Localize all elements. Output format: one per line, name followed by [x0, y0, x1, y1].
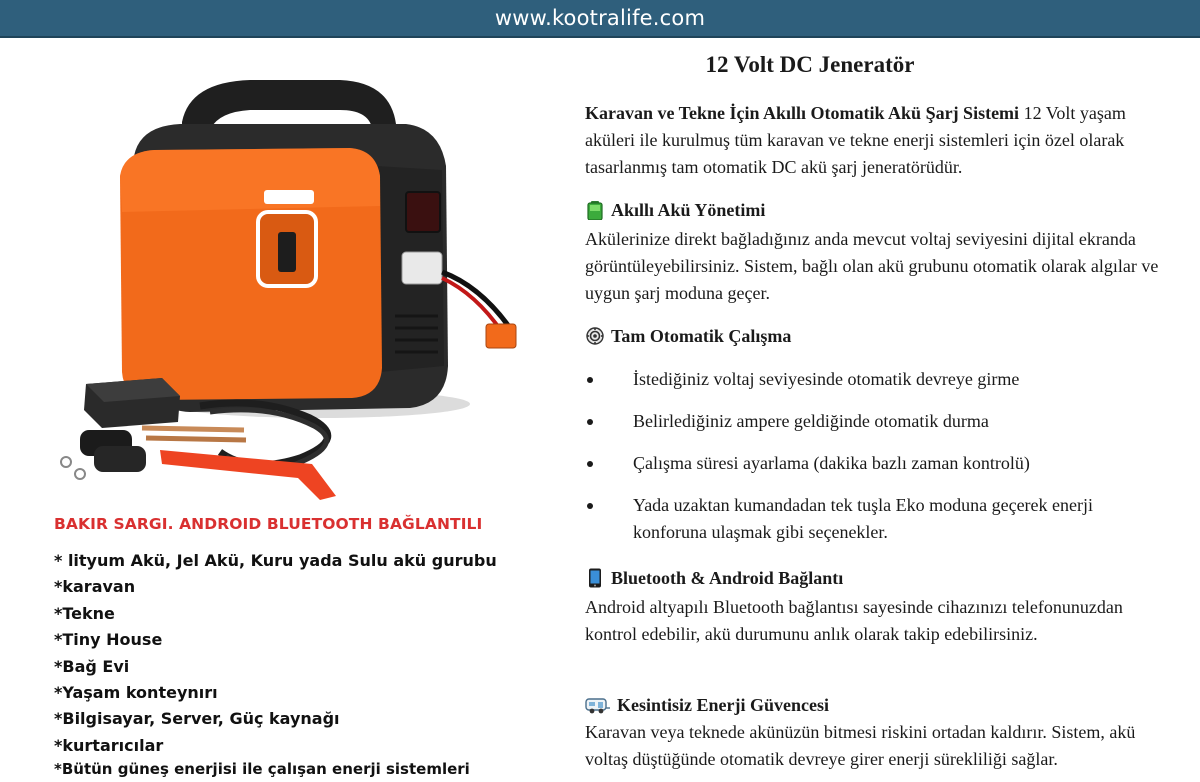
- feature-item: *Bağ Evi: [54, 656, 130, 676]
- bullet-icon: [587, 503, 593, 509]
- battery-icon: [585, 200, 605, 220]
- intro-text: 12 Volt yaşam aküleri ile kurulmuş tüm karavan ve tekne enerji sistemleri için özel olarak tasarlanmış tam otomatik DC akü şarj jeneratörüdür.: [585, 103, 1126, 177]
- site-url[interactable]: www.kootralife.com: [494, 6, 706, 30]
- bullet-icon: [587, 461, 593, 467]
- intro-paragraph: [585, 100, 1165, 181]
- section-heading-automatic: [585, 324, 791, 348]
- feature-item: *kurtarıcılar: [54, 735, 164, 755]
- gear-icon: [585, 326, 605, 346]
- list-item: [585, 366, 1165, 393]
- list-item-text: Belirlediğiniz ampere geldiğinde otomatik durma: [633, 411, 989, 431]
- generator-product-image: [50, 66, 520, 512]
- feature-item: *Bilgisayar, Server, Güç kaynağı: [54, 709, 340, 729]
- product-caption: BAKIR SARGI. ANDROID BLUETOOTH BAĞLANTILI: [54, 515, 483, 533]
- document-title: 12 Volt DC Jeneratör: [705, 52, 915, 77]
- section-heading-battery: [585, 198, 765, 222]
- list-item: [585, 450, 1165, 477]
- section-body-bluetooth: Android altyapılı Bluetooth bağlantısı sayesinde cihazınızı telefonunuzdan kontrol edebilir, akü durumunu anlık olarak takip edebilirsiniz.: [585, 597, 1123, 644]
- section-title: Tam Otomatik Çalışma: [611, 326, 792, 346]
- section-body-energy: Karavan veya teknede akünüzün bitmesi riskini ortadan kaldırır. Sistem, akü voltaş düştüğünde otomatik devreye girer enerji sürekliliği sağlar.: [585, 722, 1136, 769]
- feature-item: *Yaşam konteynırı: [54, 682, 218, 702]
- phone-icon: [585, 568, 605, 588]
- feature-item: *Tiny House: [54, 630, 163, 650]
- feature-item: * lityum Akü, Jel Akü, Kuru yada Sulu akü gurubu: [54, 551, 497, 570]
- feature-item: *karavan: [54, 577, 136, 597]
- section-title: Kesintisiz Enerji Güvencesi: [617, 695, 829, 715]
- list-item-text: İstediğiniz voltaj seviyesinde otomatik devreye girme: [633, 369, 1020, 389]
- section-heading-energy: [585, 693, 829, 717]
- site-header-bar: [0, 0, 1200, 38]
- list-item-text: Çalışma süresi ayarlama (dakika bazlı zaman kontrolü): [633, 453, 1030, 473]
- bullet-icon: [587, 377, 593, 383]
- section-title: Akıllı Akü Yönetimi: [611, 200, 766, 220]
- list-item: [585, 408, 1165, 435]
- list-item: [585, 492, 1165, 546]
- feature-item: *Bütün güneş enerjisi ile çalışan enerji sistemleri: [54, 760, 470, 779]
- section-title: Bluetooth & Android Bağlantı: [611, 568, 844, 588]
- caravan-icon: [585, 695, 611, 715]
- automatic-features-list: [585, 366, 1165, 561]
- section-body-battery: Akülerinize direkt bağladığınız anda mevcut voltaj seviyesini dijital ekranda görüntüleyebilirsiniz. Sistem, bağlı olan akü grubunu otomatik olarak algılar ve uygun şarj moduna geçer.: [585, 229, 1159, 303]
- bullet-icon: [587, 419, 593, 425]
- feature-item: *Tekne: [54, 603, 115, 623]
- intro-heading: Karavan ve Tekne İçin Akıllı Otomatik Akü Şarj Sistemi: [585, 103, 1020, 123]
- list-item-text: Yada uzaktan kumandadan tek tuşla Eko moduna geçerek enerji konforuna ulaşmak gibi seçenekler.: [633, 495, 1094, 542]
- section-heading-bluetooth: [585, 566, 843, 590]
- usage-feature-list: [54, 548, 497, 782]
